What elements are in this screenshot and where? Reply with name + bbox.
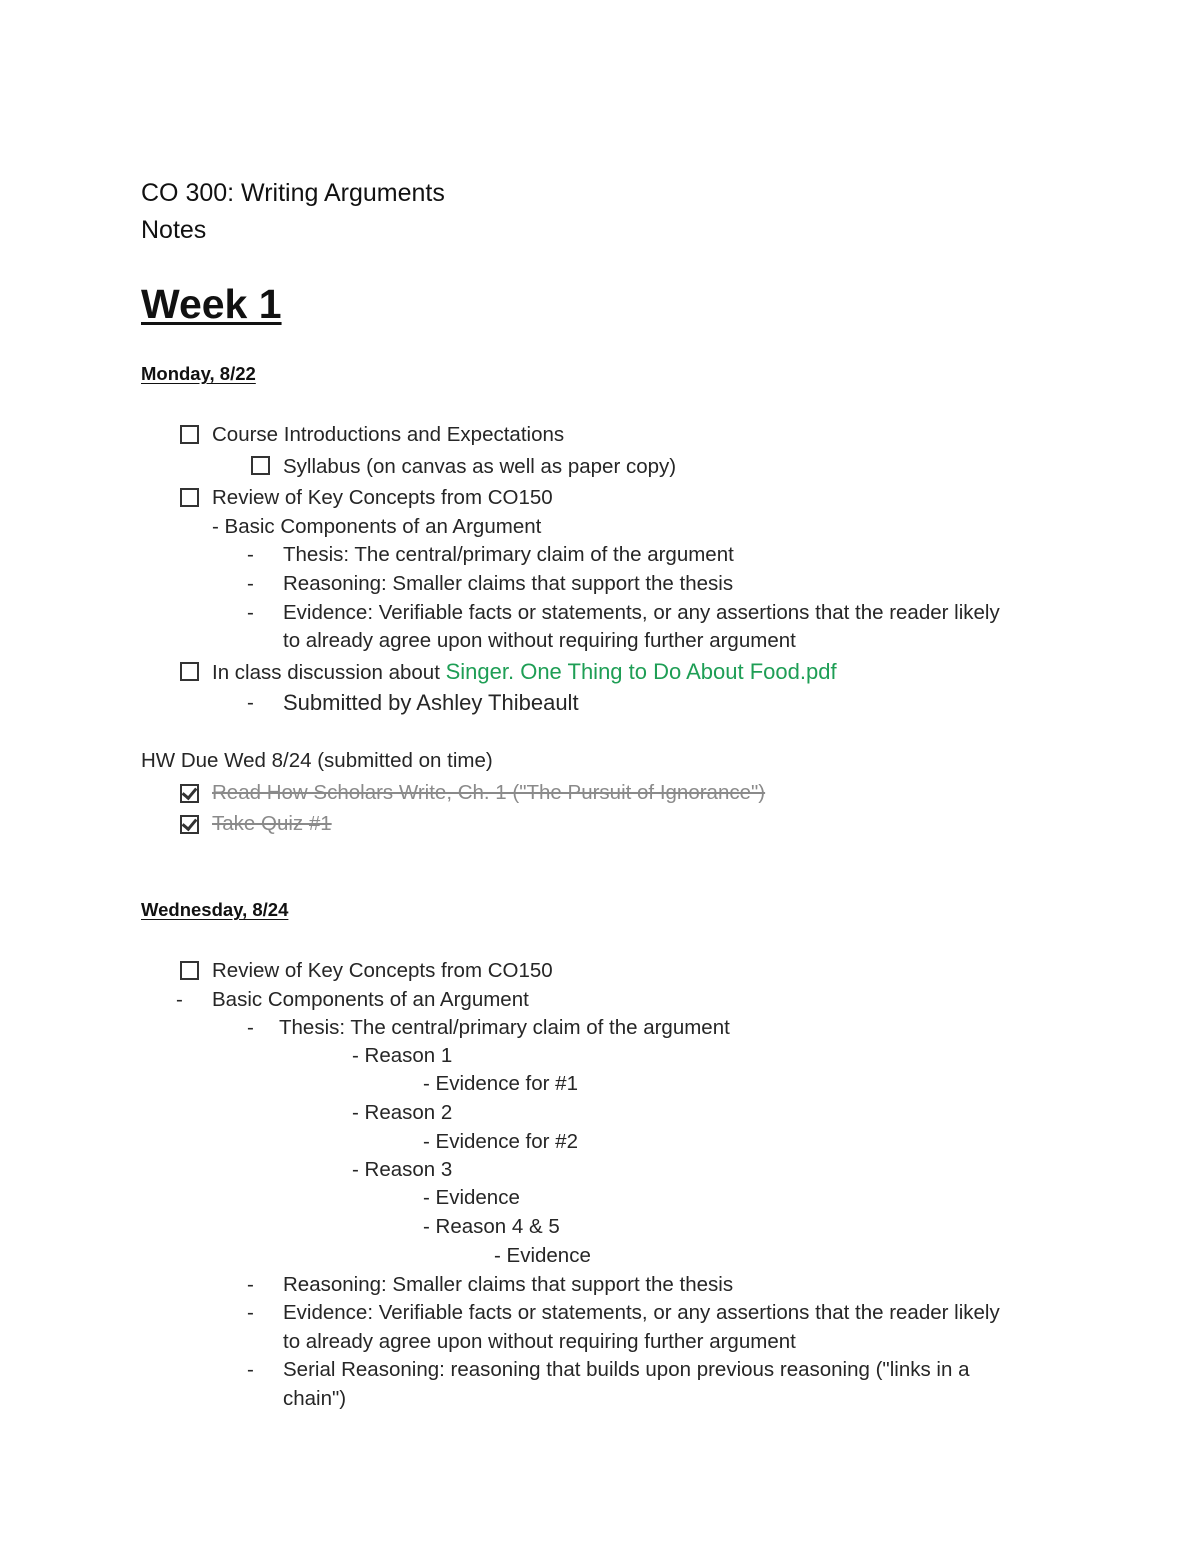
dash-bullet: - [247,691,254,714]
basic-components-line: - Basic Components of an Argument [212,515,542,538]
dash-bullet: - [247,1016,254,1039]
dash-bullet: - [247,572,254,595]
singer-pdf-link[interactable]: Singer. One Thing to Do About Food.pdf [445,659,837,684]
dash-bullet: - [247,1358,254,1381]
item-course-introductions: Course Introductions and Expectations [212,423,565,446]
checkbox-class-discussion[interactable] [180,662,199,681]
serial-reasoning: Serial Reasoning: reasoning that builds upon previous reasoning ("links in a [283,1358,970,1381]
checkbox-course-introductions[interactable] [180,425,199,444]
item-review-key-concepts: Review of Key Concepts from CO150 [212,486,553,509]
checkbox-syllabus[interactable] [251,456,270,475]
wed-thesis: Thesis: The central/primary claim of the argument [279,1016,730,1039]
checkbox-wed-review[interactable] [180,961,199,980]
wed-evidence: Evidence: Verifiable facts or statements, or any assertions that the reader likely [283,1301,1000,1324]
reason-3: - Reason 3 [352,1158,453,1181]
dash-bullet: - [247,601,254,624]
item-syllabus: Syllabus (on canvas as well as paper copy) [283,455,677,478]
week-heading: Week 1 [141,281,282,327]
evidence-for-1: - Evidence for #1 [423,1072,578,1095]
course-title: CO 300: Writing Arguments [141,179,445,207]
reasoning-line: Reasoning: Smaller claims that support the thesis [283,572,734,595]
reason-4-and-5: - Reason 4 & 5 [423,1215,560,1238]
wednesday-heading: Wednesday, 8/24 [141,899,289,920]
checkbox-take-quiz[interactable] [180,815,199,834]
dash-bullet: - [247,1301,254,1324]
reason-1: - Reason 1 [352,1044,453,1067]
dash-bullet: - [176,988,183,1011]
dash-bullet: - [247,543,254,566]
homework-heading: HW Due Wed 8/24 (submitted on time) [141,749,493,772]
monday-heading: Monday, 8/22 [141,363,256,384]
notes-subtitle: Notes [141,216,207,244]
wed-evidence-continued: to already agree upon without requiring further argument [283,1330,796,1353]
dash-bullet: - [247,1273,254,1296]
checkbox-review-key-concepts[interactable] [180,488,199,507]
hw-item-read: Read How Scholars Write, Ch. 1 ("The Pursuit of Ignorance") [212,781,766,804]
item-class-discussion [212,661,837,684]
wed-item-review: Review of Key Concepts from CO150 [212,959,553,982]
evidence-4-and-5: - Evidence [494,1244,591,1267]
hw-item-quiz: Take Quiz #1 [212,812,332,835]
class-discussion-prefix: In class discussion about [212,661,446,684]
wed-basic-components: Basic Components of an Argument [212,988,529,1011]
evidence-line-continued: to already agree upon without requiring further argument [283,629,796,652]
evidence-line: Evidence: Verifiable facts or statements, or any assertions that the reader likely [283,601,1000,624]
reason-2: - Reason 2 [352,1101,453,1124]
serial-reasoning-continued: chain") [283,1387,347,1410]
wed-reasoning: Reasoning: Smaller claims that support the thesis [283,1273,734,1296]
evidence-3: - Evidence [423,1186,520,1209]
thesis-line: Thesis: The central/primary claim of the argument [283,543,734,566]
submitted-by-line: Submitted by Ashley Thibeault [283,690,579,715]
checkbox-read-how-scholars-write[interactable] [180,784,199,803]
evidence-for-2: - Evidence for #2 [423,1130,578,1153]
